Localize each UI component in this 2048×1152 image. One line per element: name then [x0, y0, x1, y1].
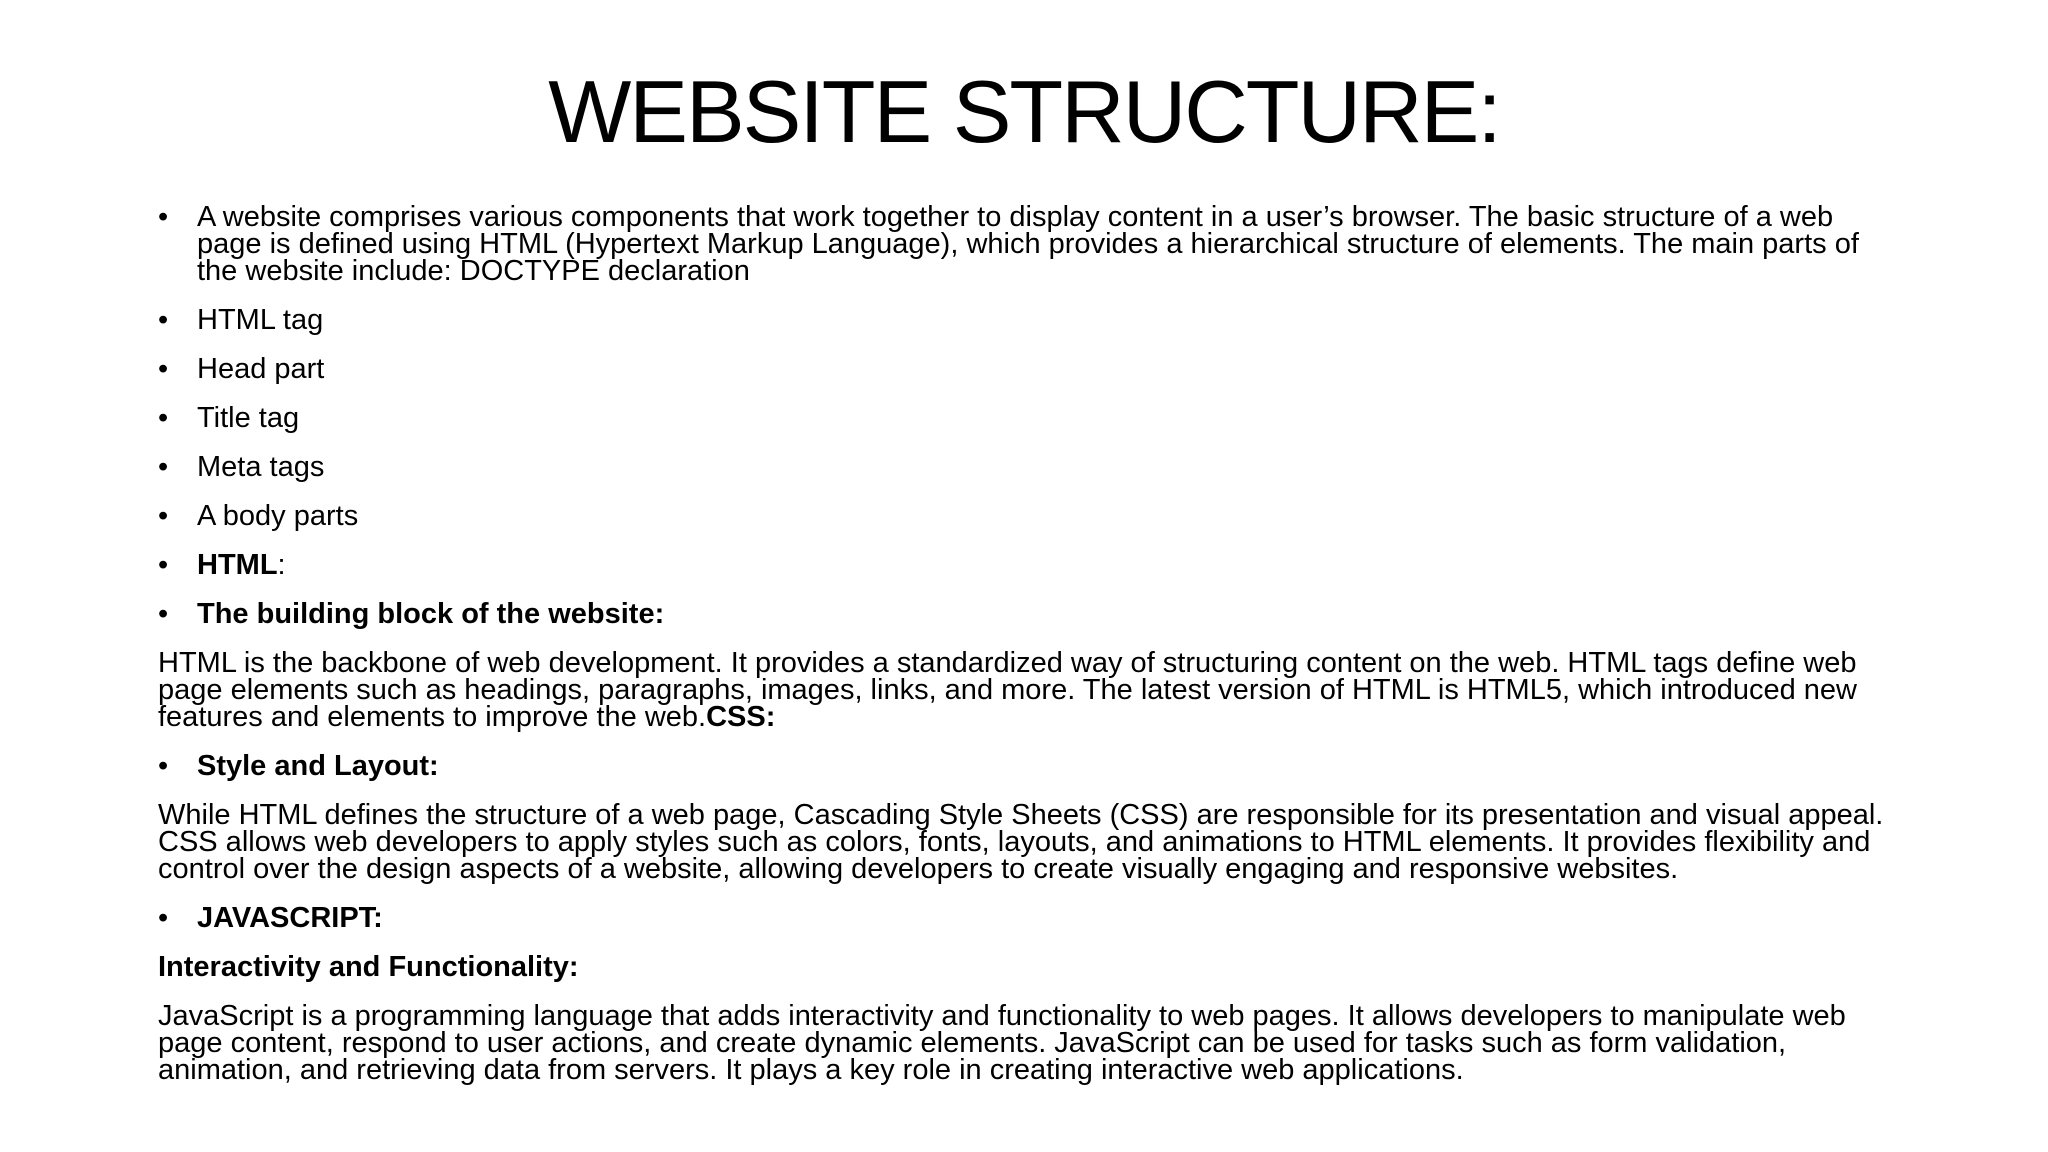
intro-text: A website comprises various components that work together to display content in a user’s browser. The basic structure of a web page is defined using HTML (Hypertext Markup Language), which provides a hierarchical structure of elements. The main parts of the website include: DOCTYPE declaration [197, 201, 1859, 287]
html-subheading: The building block of the website: [197, 598, 665, 630]
js-heading: JAVASCRIPT: [197, 902, 383, 934]
bullet-intro [158, 201, 1898, 287]
slide-body [158, 201, 1898, 1106]
bullet-dot: • [158, 750, 169, 782]
html-heading-colon: : [277, 549, 286, 581]
bullet-meta-tags [158, 451, 1898, 483]
list-item: Title tag [197, 402, 300, 434]
bullet-dot: • [158, 598, 169, 630]
css-paragraph-block [158, 799, 1898, 885]
bullet-dot: • [158, 402, 169, 434]
bullet-html-tag [158, 304, 1898, 336]
bullet-dot: • [158, 549, 169, 581]
bullet-html-subheading [158, 598, 1898, 630]
list-item: Meta tags [197, 451, 325, 483]
bullet-title-tag [158, 402, 1898, 434]
js-paragraph: JavaScript is a programming language that adds interactivity and functionality to web pages. It allows developers to manipulate web page content, respond to user actions, and create dynamic elements. JavaScript can be used for tasks such as form validation, animation, and retrieving data from servers. It plays a key role in creating interactive web applications. [158, 1000, 1846, 1086]
bullet-dot: • [158, 353, 169, 385]
bullet-dot: • [158, 500, 169, 532]
bullet-body-parts [158, 500, 1898, 532]
css-paragraph: While HTML defines the structure of a web page, Cascading Style Sheets (CSS) are responsible for its presentation and visual appeal. CSS allows web developers to apply styles such as colors, fonts, layouts, and animations to HTML elements. It provides flexibility and control over the design aspects of a website, allowing developers to create visually engaging and responsive websites. [158, 799, 1884, 885]
bullet-dot: • [158, 902, 169, 934]
bullet-dot: • [158, 304, 169, 336]
css-heading: CSS: [706, 701, 776, 733]
html-paragraph-block [158, 647, 1898, 733]
html-paragraph: HTML is the backbone of web development. It provides a standardized way of structuring content on the web. HTML tags define web page elements such as headings, paragraphs, images, links, and more. The latest version of HTML is HTML5, which introduced new features and elements to improve the web. [158, 647, 1857, 733]
bullet-css-subheading [158, 750, 1898, 782]
bullet-dot: • [158, 451, 169, 483]
js-subheading: Interactivity and Functionality: [158, 951, 579, 983]
css-subheading: Style and Layout: [197, 750, 439, 782]
html-heading: HTML [197, 549, 278, 581]
js-paragraph-block [158, 1000, 1898, 1086]
bullet-head-part [158, 353, 1898, 385]
list-item: A body parts [197, 500, 359, 532]
bullet-html-heading [158, 549, 1898, 581]
bullet-js-heading [158, 902, 1898, 934]
list-item: Head part [197, 353, 325, 385]
bullet-dot: • [158, 201, 169, 233]
slide-title: WEBSITE STRUCTURE: [548, 62, 1500, 161]
list-item: HTML tag [197, 304, 324, 336]
